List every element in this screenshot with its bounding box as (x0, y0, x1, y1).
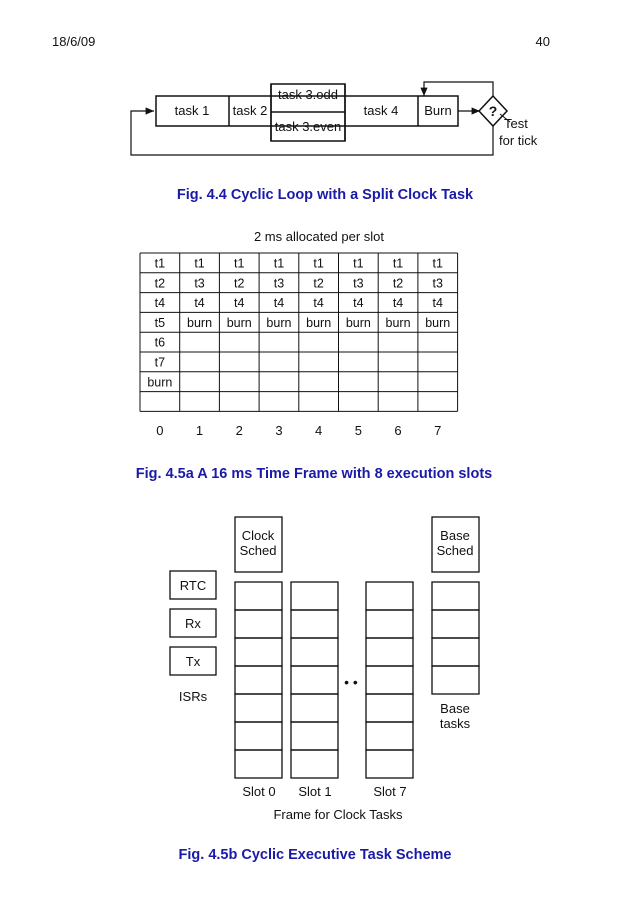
slot-cell (432, 666, 479, 694)
test-label-line-2: for tick (499, 133, 538, 148)
task-3-even-label: task 3.even (274, 119, 342, 134)
slot-cell (235, 750, 282, 778)
table-cell: t1 (273, 256, 285, 271)
slot-1-label: Slot 1 (298, 784, 332, 799)
base-sched-line-2: Sched (436, 543, 474, 558)
table-cell: burn (266, 315, 292, 330)
table-cell: t2 (392, 276, 404, 291)
slot-number-label: 6 (394, 423, 402, 438)
slot-7-column (366, 582, 413, 778)
table-cell: burn (306, 315, 332, 330)
table-cell: t1 (194, 256, 205, 271)
slot-cell (366, 722, 413, 750)
table-cell: t6 (154, 335, 166, 350)
slot-number-label: 4 (315, 423, 323, 438)
table-cell: t4 (273, 296, 285, 311)
slot-cell (366, 750, 413, 778)
table-cell: t3 (194, 276, 205, 291)
table-cell: t1 (234, 256, 245, 271)
clock-sched-line-2: Sched (239, 543, 277, 558)
base-tasks-column (432, 582, 479, 694)
task-2-label: task 2 (232, 103, 268, 118)
slot-number-label: 3 (275, 423, 283, 438)
slot-cell (366, 638, 413, 666)
table-cell: t1 (392, 256, 404, 271)
slot-cell (291, 694, 338, 722)
slot-cell (235, 722, 282, 750)
table-cell: t2 (234, 276, 245, 291)
header-page-number: 40 (535, 34, 550, 49)
fig-4-5a-table (140, 253, 458, 438)
slot-cell (291, 582, 338, 610)
task-1-label: task 1 (174, 103, 210, 118)
slot-0-label: Slot 0 (242, 784, 276, 799)
slot-cell (235, 638, 282, 666)
base-tasks-line-2: tasks (439, 716, 471, 731)
table-cell: burn (147, 375, 173, 390)
base-sched-line-1: Base (440, 528, 470, 543)
slot-cell (366, 582, 413, 610)
table-cell: t3 (432, 276, 443, 291)
table-cell: t5 (154, 315, 166, 330)
slot-number-label: 2 (235, 423, 243, 438)
fig-4-4-caption: Fig. 4.4 Cyclic Loop with a Split Clock Task (176, 187, 474, 203)
table-cell: t2 (313, 276, 324, 291)
table-cell: t4 (353, 296, 364, 311)
fig-4-5a-title: 2 ms allocated per slot (253, 229, 385, 244)
slot-7-label: Slot 7 (373, 784, 407, 799)
table-cell: t4 (194, 296, 205, 311)
task-4-label: task 4 (363, 103, 399, 118)
clock-sched-line-1: Clock (241, 528, 275, 543)
test-label-line-1: Test (504, 116, 528, 131)
table-cell: t4 (392, 296, 404, 311)
table-cell: t2 (154, 276, 166, 291)
slot-cell (235, 694, 282, 722)
decision-symbol: ? (488, 103, 498, 119)
table-cell: t4 (313, 296, 324, 311)
slot-cell (291, 722, 338, 750)
slot-cell (366, 610, 413, 638)
table-cell: burn (226, 315, 252, 330)
isrs-label: ISRs (178, 689, 208, 704)
fig-4-5a-caption: Fig. 4.5a A 16 ms Time Frame with 8 execution slots (135, 466, 493, 482)
table-cell: burn (345, 315, 371, 330)
table-cell: t1 (154, 256, 166, 271)
isr-rtc-label: RTC (179, 578, 207, 593)
burn-label: Burn (424, 103, 452, 118)
slot-0-column (235, 582, 282, 778)
fig-4-5b-caption: Fig. 4.5b Cyclic Executive Task Scheme (178, 847, 452, 863)
fig-4-5b-diagram (170, 517, 479, 822)
table-cell: t3 (273, 276, 285, 291)
isr-rx-label: Rx (185, 616, 201, 631)
slot-cell (235, 582, 282, 610)
slot-number-label: 0 (156, 423, 164, 438)
frame-label: Frame for Clock Tasks (273, 807, 403, 822)
table-cell: t1 (313, 256, 324, 271)
slot-cell (291, 750, 338, 778)
slot-cell (291, 666, 338, 694)
slot-cell (366, 694, 413, 722)
task-3-odd-label: task 3.odd (278, 87, 338, 102)
slot-1-column (291, 582, 338, 778)
base-tasks-line-1: Base (440, 701, 470, 716)
table-cell: t1 (432, 256, 443, 271)
slot-number-label: 7 (434, 423, 442, 438)
header-date: 18/6/09 (52, 34, 96, 49)
slot-cell (235, 666, 282, 694)
slot-number-label: 1 (195, 423, 204, 438)
slots-ellipsis: • • (344, 674, 358, 690)
table-cell: t4 (432, 296, 443, 311)
table-cell: burn (385, 315, 411, 330)
table-cell: t4 (154, 296, 166, 311)
slot-cell (432, 638, 479, 666)
slot-cell (432, 582, 479, 610)
slot-cell (291, 610, 338, 638)
isr-tx-label: Tx (185, 654, 201, 669)
table-cell: t1 (353, 256, 364, 271)
slot-number-label: 5 (354, 423, 362, 438)
table-cell: t3 (353, 276, 364, 291)
slot-cell (432, 610, 479, 638)
slot-cell (235, 610, 282, 638)
slot-cell (366, 666, 413, 694)
table-cell: t7 (154, 355, 166, 370)
table-cell: burn (425, 315, 451, 330)
table-cell: burn (187, 315, 213, 330)
table-cell: t4 (234, 296, 245, 311)
slot-cell (291, 638, 338, 666)
